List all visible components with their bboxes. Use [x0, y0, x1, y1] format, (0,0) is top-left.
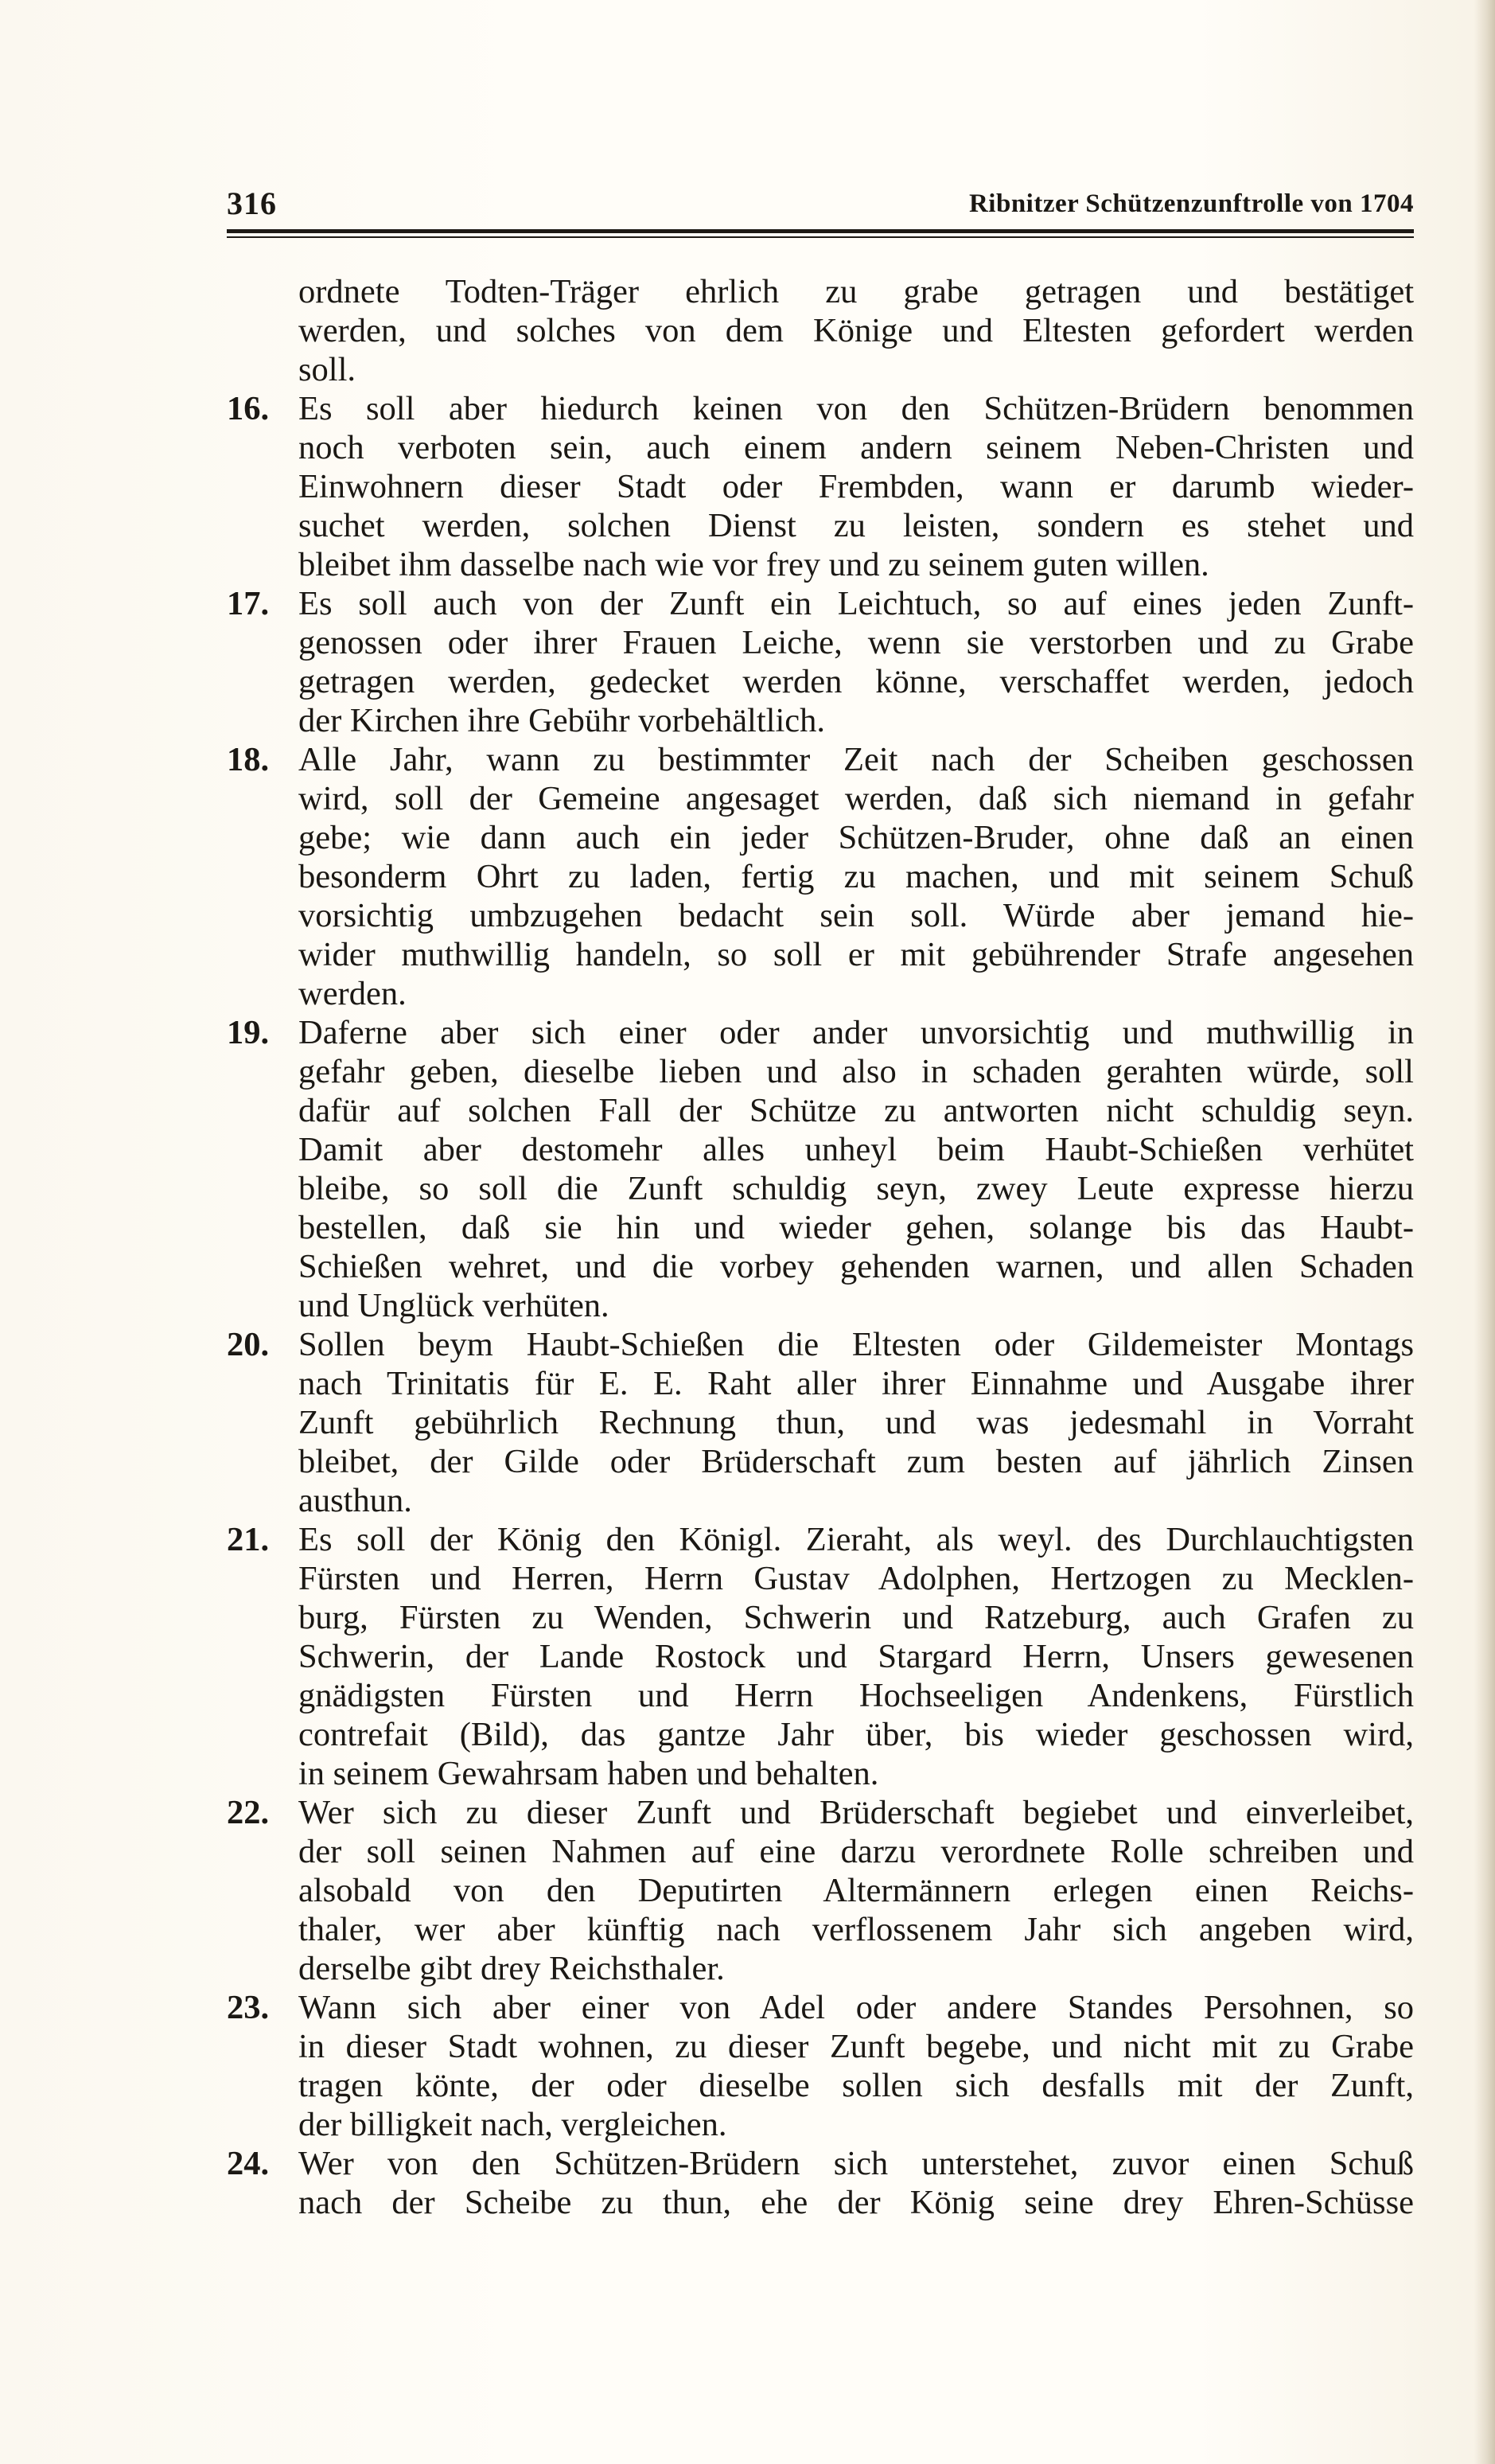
text-line: bleibet, der Gilde oder Brüderschaft zum besten auf jährlich Zinsen	[298, 1443, 1414, 1480]
text-line: der Kirchen ihre Gebühr vorbehältlich.	[298, 702, 826, 739]
text-line: Fürsten und Herren, Herrn Gustav Adolphen, Hertzogen zu Mecklen-	[298, 1560, 1414, 1597]
text-line: vorsichtig umbzugehen bedacht sein soll. Würde aber jemand hie-	[298, 897, 1414, 934]
article-number: 20.	[227, 1326, 270, 1363]
text-line: Es soll auch von der Zunft ein Leichtuch, so auf eines jeden Zunft-	[298, 585, 1414, 622]
text-line: dafür auf solchen Fall der Schütze zu antworten nicht schuldig seyn.	[298, 1092, 1414, 1129]
text-line: Es soll der König den Königl. Zieraht, als weyl. des Durchlauchtigsten	[298, 1521, 1414, 1558]
page-header	[227, 180, 1414, 228]
text-line: wider muthwillig handeln, so soll er mit gebührender Strafe angesehen	[298, 936, 1414, 973]
text-line: werden.	[298, 975, 407, 1012]
text-line: Sollen beym Haubt-Schießen die Eltesten oder Gildemeister Montags	[298, 1326, 1414, 1363]
text-line: der billigkeit nach, vergleichen.	[298, 2106, 727, 2143]
article-number: 22.	[227, 1794, 270, 1831]
text-line: und Unglück verhüten.	[298, 1287, 609, 1324]
text-line: Schwerin, der Lande Rostock und Stargard Herrn, Unsers gewesenen	[298, 1638, 1414, 1675]
text-line: nach Trinitatis für E. E. Raht aller ihrer Einnahme und Ausgabe ihrer	[298, 1365, 1414, 1402]
header-rule-thin	[227, 236, 1414, 238]
article-19	[227, 1013, 1414, 1325]
text-line: genossen oder ihrer Frauen Leiche, wenn sie verstorben und zu Grabe	[298, 624, 1414, 661]
text-line: der soll seinen Nahmen auf eine darzu verordnete Rolle schreiben und	[298, 1833, 1414, 1870]
text-line: ordnete Todten-Träger ehrlich zu grabe getragen und bestätiget	[298, 273, 1414, 310]
text-line: austhun.	[298, 1482, 412, 1519]
text-line: Einwohnern dieser Stadt oder Frembden, wann er darumb wieder-	[298, 468, 1414, 505]
text-line: alsobald von den Deputirten Altermännern erlegen einen Reichs-	[298, 1872, 1414, 1909]
text-line: wird, soll der Gemeine angesaget werden, daß sich niemand in gefahr	[298, 780, 1414, 817]
body-text	[227, 272, 1414, 2222]
article-17	[227, 584, 1414, 740]
text-line: noch verboten sein, auch einem andern seinem Neben-Christen und	[298, 429, 1414, 466]
text-line: burg, Fürsten zu Wenden, Schwerin und Ratzeburg, auch Grafen zu	[298, 1599, 1414, 1636]
text-line: Schießen wehret, und die vorbey gehenden warnen, und allen Schaden	[298, 1248, 1414, 1285]
text-line: thaler, wer aber künftig nach verflossenem Jahr sich angeben wird,	[298, 1911, 1414, 1948]
paragraph-continued	[227, 272, 1414, 389]
text-line: soll.	[298, 351, 356, 388]
text-line: in dieser Stadt wohnen, zu dieser Zunft begebe, und nicht mit zu Grabe	[298, 2028, 1414, 2065]
text-line: Zunft gebührlich Rechnung thun, und was jedesmahl in Vorraht	[298, 1404, 1414, 1441]
article-number: 21.	[227, 1521, 270, 1558]
text-line: Wann sich aber einer von Adel oder andere Standes Persohnen, so	[298, 1989, 1414, 2026]
text-line: Daferne aber sich einer oder ander unvorsichtig und muthwillig in	[298, 1014, 1414, 1051]
text-line: tragen könte, der oder dieselbe sollen sich desfalls mit der Zunft,	[298, 2067, 1414, 2104]
text-line: in seinem Gewahrsam haben und behalten.	[298, 1755, 879, 1792]
text-line: gefahr geben, dieselbe lieben und also in schaden gerahten würde, soll	[298, 1053, 1414, 1090]
article-number: 17.	[227, 585, 270, 622]
article-number: 19.	[227, 1014, 270, 1051]
text-line: bleibe, so soll die Zunft schuldig seyn, zwey Leute expresse hierzu	[298, 1170, 1414, 1207]
article-18	[227, 740, 1414, 1013]
page-edge-shadow	[1474, 0, 1495, 2464]
article-23	[227, 1988, 1414, 2144]
text-line: bestellen, daß sie hin und wieder gehen, solange bis das Haubt-	[298, 1209, 1414, 1246]
text-line: Es soll aber hiedurch keinen von den Schützen-Brüdern benommen	[298, 390, 1414, 427]
article-20	[227, 1325, 1414, 1520]
text-line: derselbe gibt drey Reichsthaler.	[298, 1950, 725, 1987]
text-line: suchet werden, solchen Dienst zu leisten, sondern es stehet und	[298, 507, 1414, 544]
text-line: gnädigsten Fürsten und Herrn Hochseeligen Andenkens, Fürstlich	[298, 1677, 1414, 1714]
article-24	[227, 2144, 1414, 2222]
text-line: nach der Scheibe zu thun, ehe der König seine drey Ehren-Schüsse	[298, 2184, 1414, 2221]
text-line: contrefait (Bild), das gantze Jahr über, bis wieder geschossen wird,	[298, 1716, 1414, 1753]
text-line: gebe; wie dann auch ein jeder Schützen-Bruder, ohne daß an einen	[298, 819, 1414, 856]
text-line: bleibet ihm dasselbe nach wie vor frey und zu seinem guten willen.	[298, 546, 1209, 583]
article-number: 24.	[227, 2145, 270, 2182]
text-line: Alle Jahr, wann zu bestimmter Zeit nach der Scheiben geschossen	[298, 741, 1414, 778]
article-number: 16.	[227, 390, 270, 427]
text-line: besonderm Ohrt zu laden, fertig zu machen, und mit seinem Schuß	[298, 858, 1414, 895]
page-number: 316	[227, 185, 277, 221]
article-number: 23.	[227, 1989, 270, 2026]
text-line: Damit aber destomehr alles unheyl beim Haubt-Schießen verhütet	[298, 1131, 1414, 1168]
text-line: Wer sich zu dieser Zunft und Brüderschaft begiebet und einverleibet,	[298, 1794, 1414, 1831]
text-line: werden, und solches von dem Könige und Eltesten gefordert werden	[298, 312, 1414, 349]
article-22	[227, 1793, 1414, 1988]
article-number: 18.	[227, 741, 270, 778]
text-line: Wer von den Schützen-Brüdern sich unterstehet, zuvor einen Schuß	[298, 2145, 1414, 2182]
running-title: Ribnitzer Schützenzunftrolle von 1704	[968, 189, 1414, 218]
text-line: getragen werden, gedecket werden könne, verschaffet werden, jedoch	[298, 663, 1414, 700]
header-rule-thick	[227, 229, 1414, 233]
article-21	[227, 1520, 1414, 1793]
article-16	[227, 389, 1414, 584]
